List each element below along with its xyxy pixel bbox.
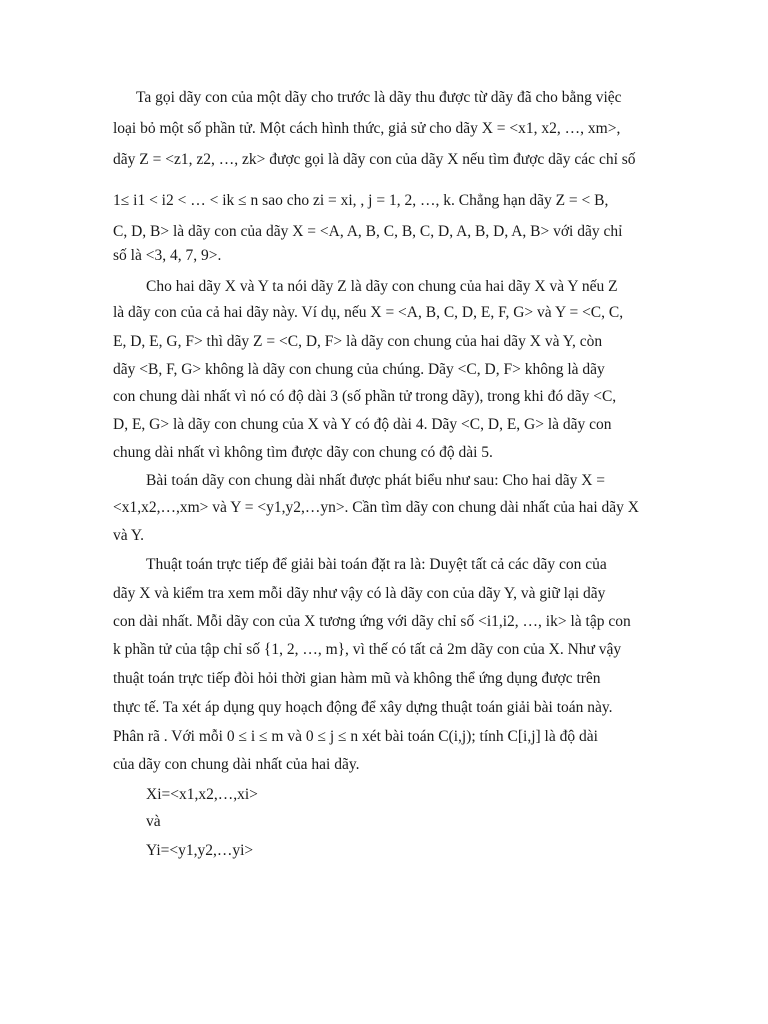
paragraph-line: của dãy con chung dài nhất của hai dãy.	[113, 756, 360, 773]
paragraph-line: thực tế. Ta xét áp dụng quy hoạch động để xây dựng thuật toán giải bài toán này.	[113, 699, 613, 716]
paragraph-line: loại bỏ một số phần tử. Một cách hình thức, giả sử cho dãy X = <x1, x2, …, xm>,	[113, 120, 621, 137]
formula-connector: và	[146, 813, 161, 830]
paragraph-line: dãy Z = <z1, z2, …, zk> được gọi là dãy con của dãy X nếu tìm được dãy các chỉ số	[113, 151, 636, 168]
paragraph-line: D, E, G> là dãy con chung của X và Y có độ dài 4. Dãy <C, D, E, G> là dãy con	[113, 416, 612, 433]
paragraph-line: chung dài nhất vì không tìm được dãy con chung có độ dài 5.	[113, 444, 493, 461]
paragraph-line: Phân rã . Với mỗi 0 ≤ i ≤ m và 0 ≤ j ≤ n xét bài toán C(i,j); tính C[i,j] là độ dài	[113, 728, 598, 745]
paragraph-line: Bài toán dãy con chung dài nhất được phát biểu như sau: Cho hai dãy X =	[146, 472, 606, 489]
paragraph-line: và Y.	[113, 527, 144, 544]
paragraph-line: con chung dài nhất vì nó có độ dài 3 (số phần tử trong dãy), trong khi đó dãy <C,	[113, 388, 617, 405]
paragraph-line: Thuật toán trực tiếp để giải bài toán đặt ra là: Duyệt tất cả các dãy con của	[146, 556, 607, 573]
formula-line: Yi=<y1,y2,…yi>	[146, 842, 254, 859]
paragraph-line: thuật toán trực tiếp đòi hỏi thời gian hàm mũ và không thể ứng dụng được trên	[113, 670, 601, 687]
paragraph-line: k phần tử của tập chỉ số {1, 2, …, m}, vì thế có tất cả 2m dãy con của X. Như vậy	[113, 641, 622, 658]
paragraph-line: con dài nhất. Mỗi dãy con của X tương ứng với dãy chỉ số <i1,i2, …, ik> là tập con	[113, 613, 631, 630]
paragraph-line: dãy X và kiểm tra xem mỗi dãy như vậy có là dãy con của dãy Y, và giữ lại dãy	[113, 585, 606, 602]
paragraph-line: Ta gọi dãy con của một dãy cho trước là dãy thu được từ dãy đã cho bằng việc	[136, 89, 622, 106]
paragraph-line: là dãy con của cả hai dãy này. Ví dụ, nếu X = <A, B, C, D, E, F, G> và Y = <C, C,	[113, 304, 624, 321]
paragraph-line: Cho hai dãy X và Y ta nói dãy Z là dãy con chung của hai dãy X và Y nếu Z	[146, 278, 618, 295]
paragraph-line: số là <3, 4, 7, 9>.	[113, 247, 222, 264]
paragraph-line: E, D, E, G, F> thì dãy Z = <C, D, F> là dãy con chung của hai dãy X và Y, còn	[113, 333, 603, 350]
formula-line: Xi=<x1,x2,…,xi>	[146, 786, 258, 803]
paragraph-line: C, D, B> là dãy con của dãy X = <A, A, B, C, B, C, D, A, B, D, A, B> với dãy chỉ	[113, 223, 623, 240]
paragraph-line: dãy <B, F, G> không là dãy con chung của chúng. Dãy <C, D, F> không là dãy	[113, 361, 605, 378]
paragraph-line: <x1,x2,…,xm> và Y = <y1,y2,…yn>. Cần tìm dãy con chung dài nhất của hai dãy X	[113, 499, 639, 516]
paragraph-line: 1≤ i1 < i2 < … < ik ≤ n sao cho zi = xi, , j = 1, 2, …, k. Chẳng hạn dãy Z = < B,	[113, 192, 609, 209]
